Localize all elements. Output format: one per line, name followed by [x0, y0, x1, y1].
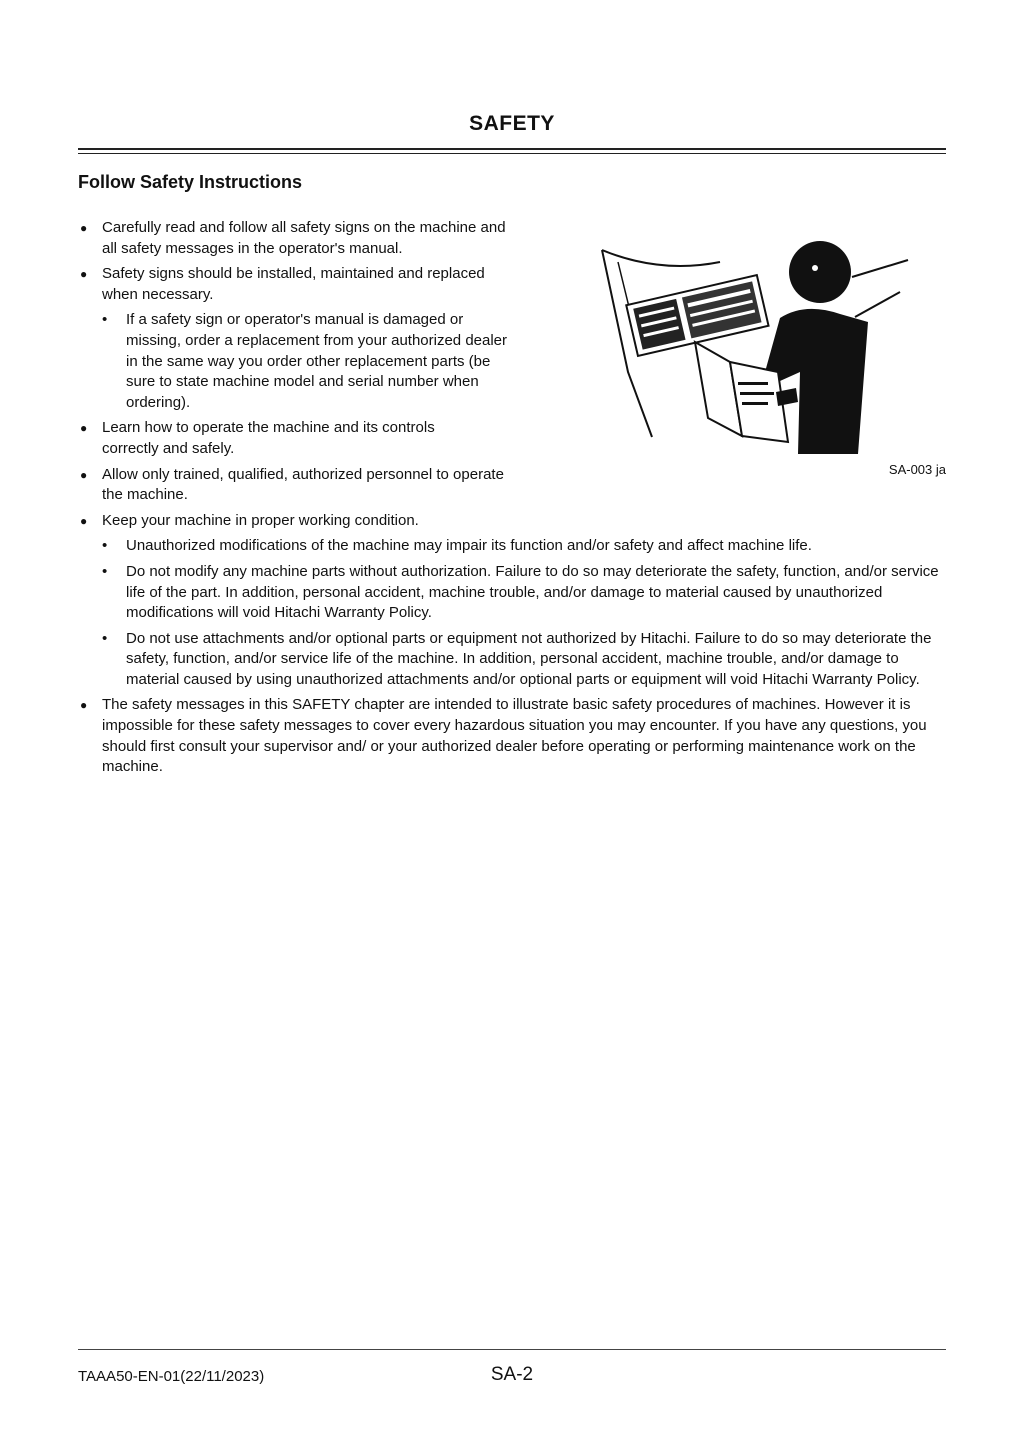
header-rule-thin	[78, 153, 946, 154]
figure-caption: SA-003 ja	[888, 462, 946, 477]
list-item: ● Learn how to operate the machine and its controls correctly and safely.	[80, 419, 435, 457]
page-title: SAFETY	[469, 112, 555, 135]
sub-list-item: • Unauthorized modifications of the machine may impair its function and/or safety and affect machine life.	[78, 536, 944, 557]
section-heading: Follow Safety Instructions	[78, 172, 303, 192]
sub-bullet-icon: •	[102, 537, 108, 555]
sub-bullet-icon: •	[102, 562, 108, 580]
bullet-icon: ●	[80, 698, 88, 713]
sub-list-item: • Do not use attachments and/or optional parts or equipment not authorized by Hitachi. Failure to do so may deteriorate the safety, function, and/or service life of the machine. In addition, personal accident, machine trouble, and/or damage to material caused by using unauthorized attachments and/or optional parts or equipment will void Hitachi Warranty Policy.	[102, 629, 932, 688]
list-item: ● Allow only trained, qualified, authorized personnel to operate the machine.	[80, 465, 504, 504]
page-number: SA-2	[490, 1364, 534, 1385]
list-item: ● Safety signs should be installed, maintained and replaced when necessary.	[80, 265, 485, 303]
sub-bullet-icon: •	[102, 311, 108, 329]
bullet-icon: ●	[80, 221, 88, 235]
bullet-icon: ●	[80, 467, 88, 482]
bullet-icon: ●	[80, 421, 88, 436]
list-item: ● Keep your machine in proper working condition.	[78, 511, 944, 532]
sub-list-item: • Do not modify any machine parts without authorization. Failure to do so may deteriorate the safety, function, and/or service life of the part. In addition, personal accident, machine trouble, and/or damage to material caused by unauthorized modifications will void Hitachi Warranty Policy.	[102, 562, 939, 622]
header-rule	[78, 148, 946, 150]
sub-list-item: • If a safety sign or operator's manual is damaged or missing, order a replacement from your authorized dealer in the same way you order other replacement parts (be sure to state machine model and serial number when ordering).	[102, 311, 508, 411]
list-item: ● Carefully read and follow all safety signs on the machine and all safety messages in the operator's manual.	[80, 219, 506, 257]
bullet-icon: ●	[80, 267, 88, 282]
bullet-icon: ●	[80, 513, 88, 528]
footer-rule	[78, 1349, 946, 1350]
document-code: TAAA50-EN-01(22/11/2023)	[78, 1368, 265, 1385]
list-item: ● The safety messages in this SAFETY chapter are intended to illustrate basic safety procedures of machines. However it is impossible for these safety messages to cover every hazardous situation you may encounter. If you have any questions, you should first consult your supervisor and/ or your authorized dealer before operating or performing maintenance work on the machine.	[80, 696, 927, 776]
sub-bullet-icon: •	[102, 629, 108, 647]
operator-reading-manual-illustration	[600, 222, 910, 458]
